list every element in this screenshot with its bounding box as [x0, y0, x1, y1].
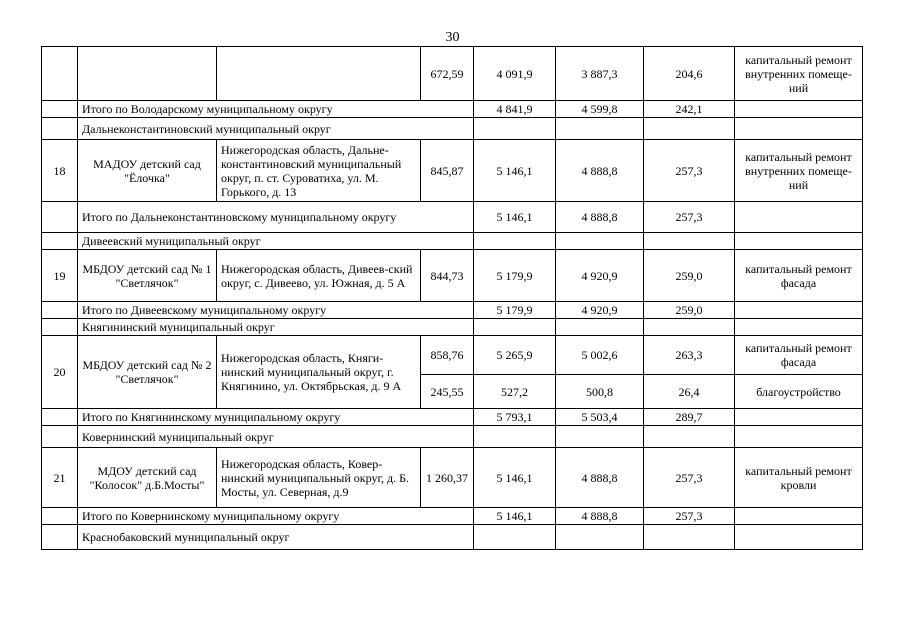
subtotal-regional: 259,0	[644, 302, 735, 319]
total-cost-cell: 527,2	[474, 375, 556, 409]
table-row	[42, 302, 863, 319]
federal-funds-cell: 4 888,8	[556, 140, 644, 202]
row-number-cell: 19	[42, 250, 78, 302]
subtotal-regional: 257,3	[644, 508, 735, 525]
district-heading: Краснобаковский муниципальный округ	[78, 525, 474, 550]
table-row	[42, 202, 863, 233]
table-row	[42, 250, 863, 302]
table-row	[42, 140, 863, 202]
subtotal-federal: 5 503,4	[556, 409, 644, 426]
table-row	[42, 47, 863, 101]
district-heading: Дивеевский муниципальный округ	[78, 233, 474, 250]
page-number: 30	[445, 30, 460, 45]
work-type-cell: капитальный ремонт кровли	[735, 448, 863, 508]
total-cost-cell: 5 146,1	[474, 448, 556, 508]
total-cost-cell: 5 146,1	[474, 140, 556, 202]
subtotal-federal: 4 920,9	[556, 302, 644, 319]
total-cost-cell: 5 265,9	[474, 336, 556, 375]
table-row	[42, 233, 863, 250]
federal-funds-cell: 4 888,8	[556, 448, 644, 508]
regional-funds-cell: 204,6	[644, 47, 735, 101]
row-number-cell: 21	[42, 448, 78, 508]
subtotal-regional: 257,3	[644, 202, 735, 233]
subtotal-total: 5 793,1	[474, 409, 556, 426]
regional-funds-cell: 263,3	[644, 336, 735, 375]
federal-funds-cell: 3 887,3	[556, 47, 644, 101]
federal-funds-cell: 5 002,6	[556, 336, 644, 375]
area-cell: 672,59	[421, 47, 474, 101]
area-cell: 245,55	[421, 375, 474, 409]
district-heading: Дальнеконстантиновский муниципальный округ	[78, 118, 474, 140]
institution-cell: МДОУ детский сад "Колосок" д.Б.Мосты"	[78, 448, 217, 508]
subtotal-label: Итого по Володарскому муниципальному округу	[78, 101, 474, 118]
address-cell	[217, 47, 421, 101]
area-cell: 1 260,37	[421, 448, 474, 508]
subtotal-federal: 4 599,8	[556, 101, 644, 118]
work-type-cell: благоустройство	[735, 375, 863, 409]
institution-cell: МАДОУ детский сад "Ёлочка"	[78, 140, 217, 202]
federal-funds-cell: 500,8	[556, 375, 644, 409]
address-cell: Нижегородская область, Дальне-константиновский муниципальный округ, п. ст. Суроватиха, ул. М. Горького, д. 13	[217, 140, 421, 202]
subtotal-federal: 4 888,8	[556, 508, 644, 525]
subtotal-total: 5 146,1	[474, 508, 556, 525]
area-cell: 858,76	[421, 336, 474, 375]
institution-cell: МБДОУ детский сад № 1 "Светлячок"	[78, 250, 217, 302]
area-cell: 844,73	[421, 250, 474, 302]
row-number-cell	[42, 47, 78, 101]
regional-funds-cell: 257,3	[644, 140, 735, 202]
subtotal-regional: 242,1	[644, 101, 735, 118]
subtotal-total: 5 179,9	[474, 302, 556, 319]
table-row	[42, 508, 863, 525]
subtotal-label: Итого по Дивеевскому муниципальному округу	[78, 302, 474, 319]
table-row	[42, 409, 863, 426]
work-type-cell: капитальный ремонт внутренних помеще-ний	[735, 47, 863, 101]
subtotal-total: 4 841,9	[474, 101, 556, 118]
federal-funds-cell: 4 920,9	[556, 250, 644, 302]
institution-cell	[78, 47, 217, 101]
district-heading: Ковернинский муниципальный округ	[78, 426, 474, 448]
table-row	[42, 336, 863, 375]
table-row	[42, 525, 863, 550]
work-type-cell: капитальный ремонт фасада	[735, 336, 863, 375]
district-heading: Княгининский муниципальный округ	[78, 319, 474, 336]
regional-funds-cell: 26,4	[644, 375, 735, 409]
funding-table	[41, 46, 863, 550]
subtotal-federal: 4 888,8	[556, 202, 644, 233]
work-type-cell: капитальный ремонт внутренних помеще-ний	[735, 140, 863, 202]
row-number-cell: 18	[42, 140, 78, 202]
total-cost-cell: 4 091,9	[474, 47, 556, 101]
table-row	[42, 118, 863, 140]
subtotal-total: 5 146,1	[474, 202, 556, 233]
row-number-cell: 20	[42, 336, 78, 409]
address-cell: Нижегородская область, Дивеев-ский округ, с. Дивеево, ул. Южная, д. 5 А	[217, 250, 421, 302]
total-cost-cell: 5 179,9	[474, 250, 556, 302]
table-row	[42, 426, 863, 448]
area-cell: 845,87	[421, 140, 474, 202]
subtotal-label: Итого по Дальнеконстантиновскому муниципальному округу	[78, 202, 474, 233]
table-row	[42, 319, 863, 336]
address-cell: Нижегородская область, Княги-нинский муниципальный округ, г. Княгинино, ул. Октябрьская, д. 9 А	[217, 336, 421, 409]
address-cell: Нижегородская область, Ковер-нинский муниципальный округ, д. Б. Мосты, ул. Северная, д.9	[217, 448, 421, 508]
regional-funds-cell: 259,0	[644, 250, 735, 302]
table-row	[42, 101, 863, 118]
work-type-cell: капитальный ремонт фасада	[735, 250, 863, 302]
table-row	[42, 448, 863, 508]
subtotal-label: Итого по Ковернинскому муниципальному округу	[78, 508, 474, 525]
institution-cell: МБДОУ детский сад № 2 "Светлячок"	[78, 336, 217, 409]
subtotal-regional: 289,7	[644, 409, 735, 426]
regional-funds-cell: 257,3	[644, 448, 735, 508]
subtotal-label: Итого по Княгининскому муниципальному округу	[78, 409, 474, 426]
